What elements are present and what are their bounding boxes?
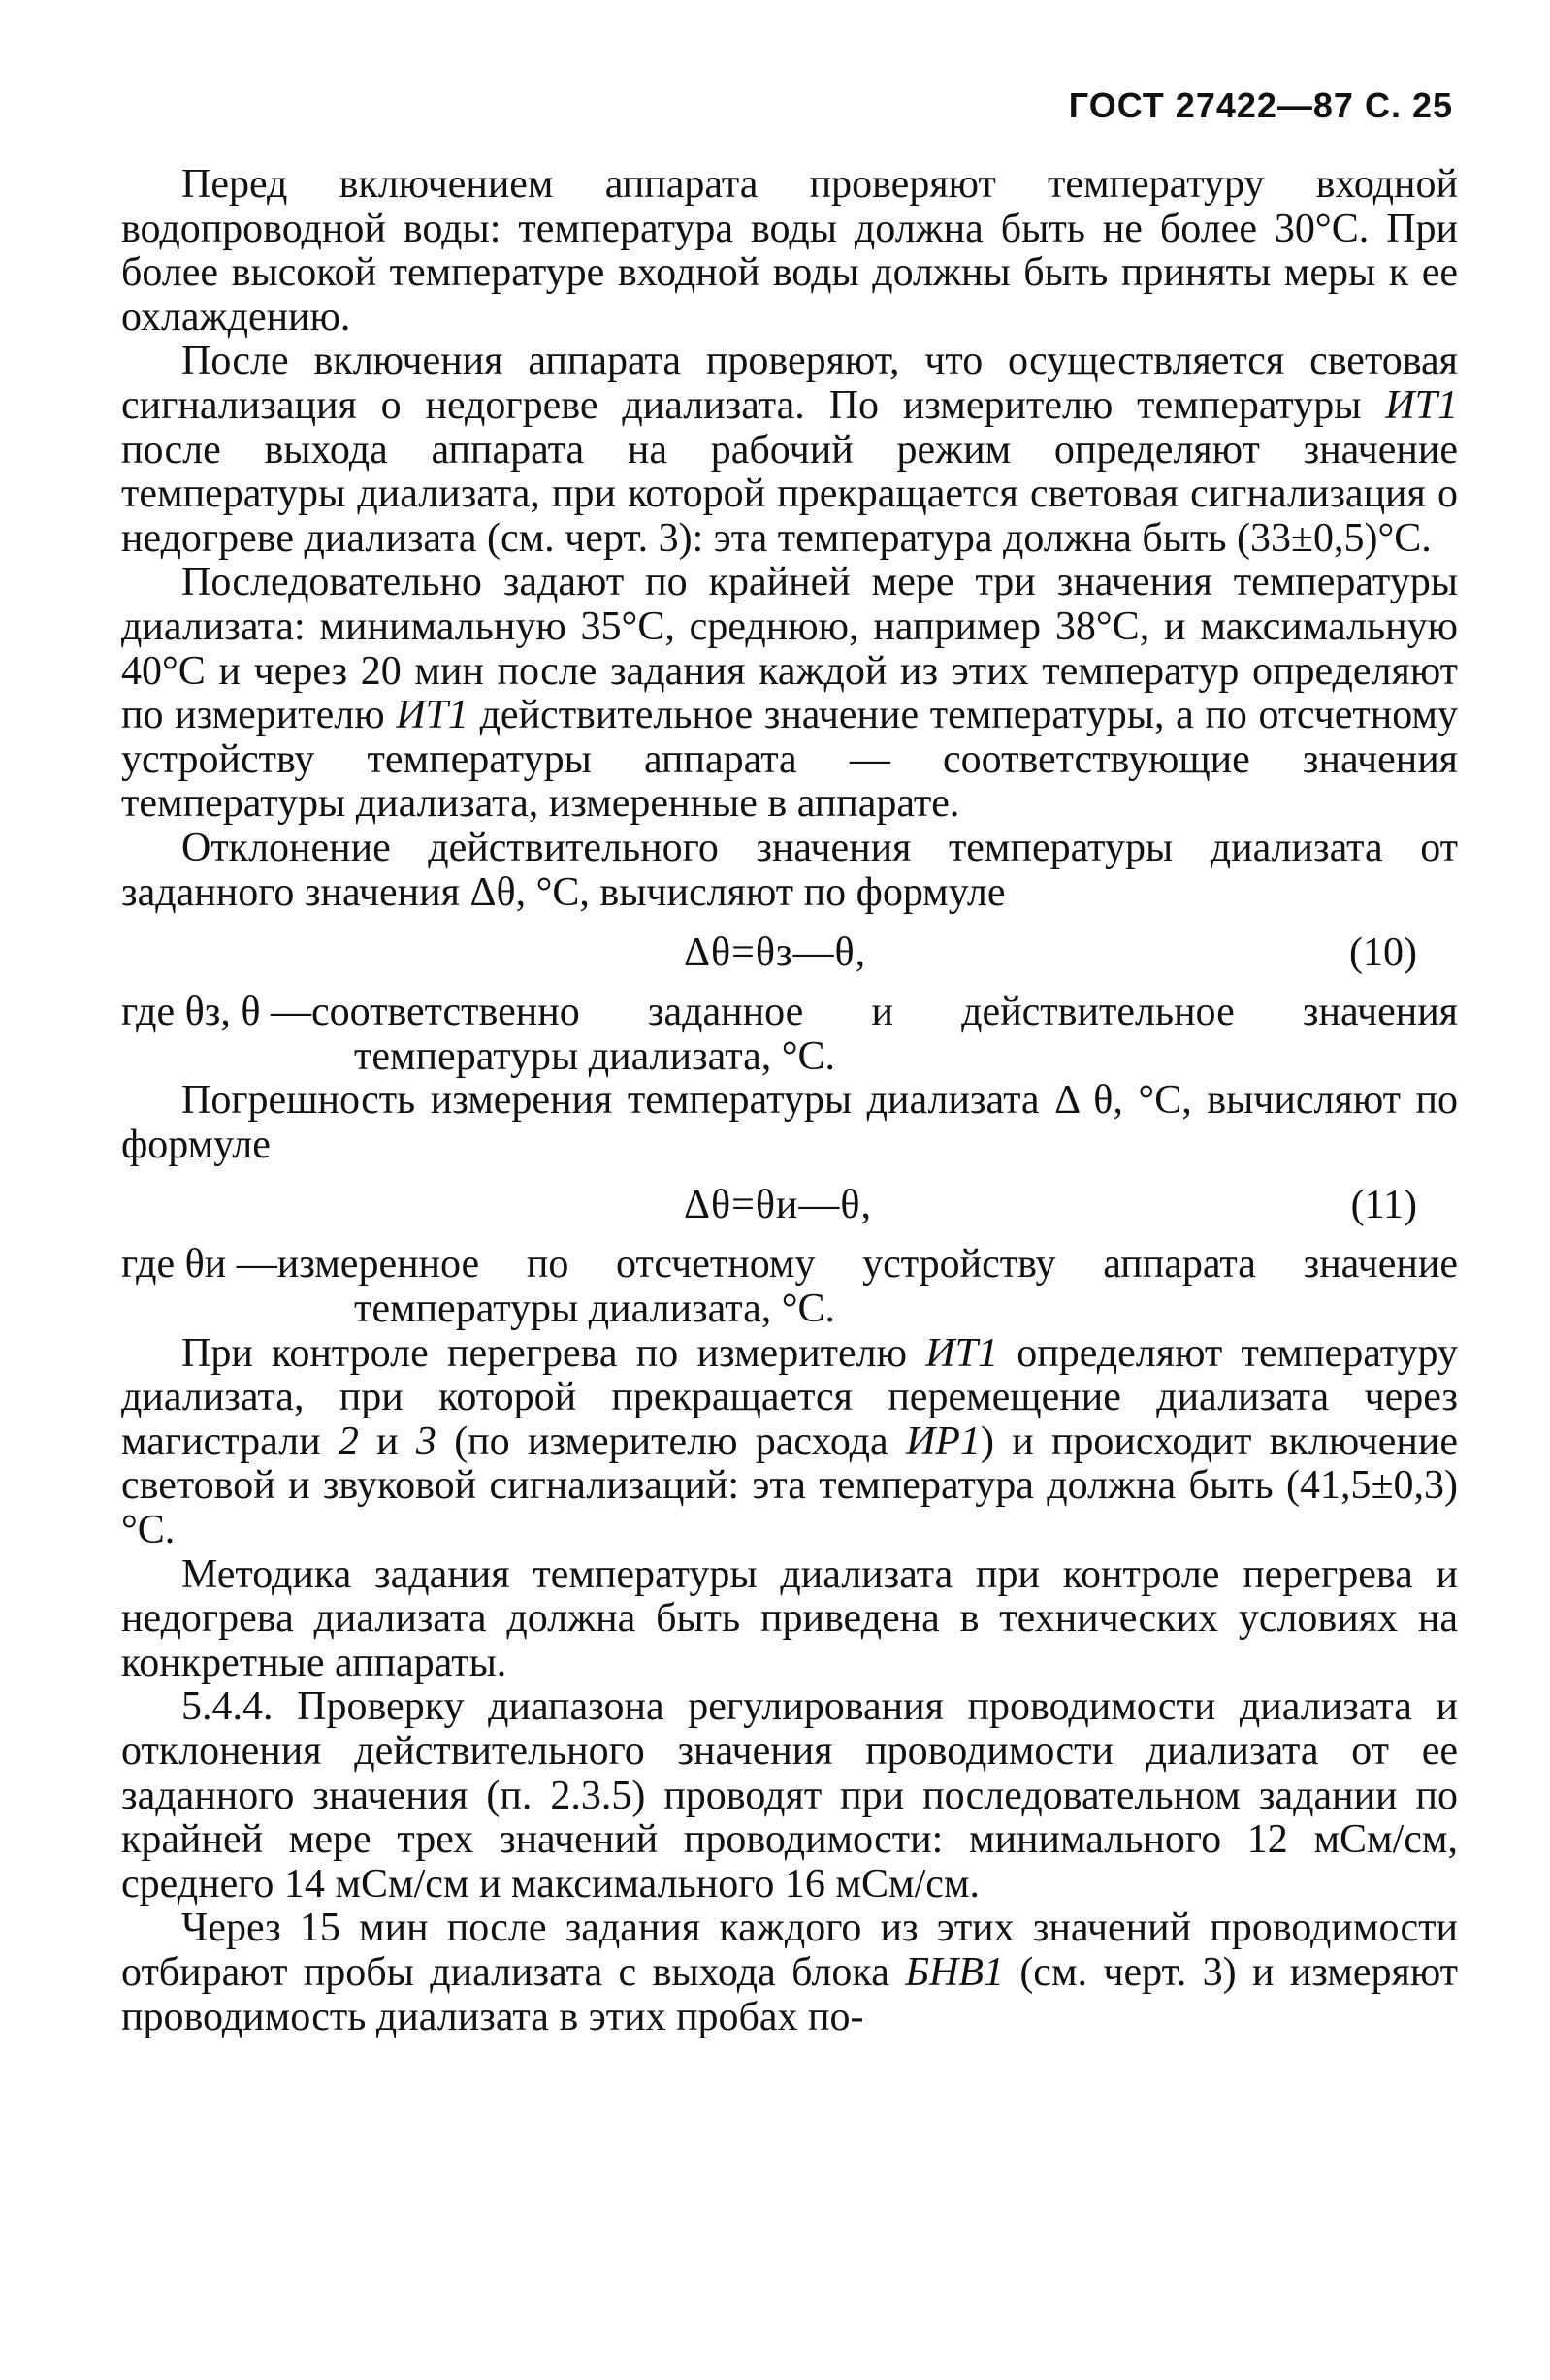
paragraph-underheat-signal: После включения аппарата проверяют, что осуществляется световая сигнализация о недогреве диализата. По измерителю температуры ИТ1 после выхода аппарата на рабочий режим определяют значение температуры диализата, при которой прекращается световая сигнализация о недогреве диализата (см. черт. 3): эта температура должна быть (33±0,5)°С. — [121, 339, 1458, 561]
paragraph-temperature-settings: Последовательно задают по крайней мере три значения температуры диализата: минимальную 35°С, среднюю, например 38°С, и максимальную 40°С и через 20 мин после задания каждой из этих температур определяют по измерителю ИТ1 действительное значение температуры, а по отсчетному устройству температуры аппарата — соответствующие значения температуры диализата, измеренные в аппарате. — [121, 560, 1458, 827]
formula-11-legend: где θи —измеренное по отсчетному устройству аппарата значение температуры диализата, °С. — [121, 1242, 1458, 1332]
paragraph-measurement-error: Погрешность измерения температуры диализата Δ θ, °С, вычисляют по формуле — [121, 1078, 1458, 1167]
formula-11-expression: Δθ=θи—θ, — [684, 1183, 873, 1228]
paragraph-methodology: Методика задания температуры диализата при контроле перегрева и недогрева диализата должна быть приведена в технических условиях на конкретные аппараты. — [121, 1551, 1458, 1685]
paragraph-water-check: Перед включением аппарата проверяют температуру входной водопроводной воды: температура воды должна быть не более 30°С. При более высокой температуре входной воды должны быть приняты меры к ее охлаждению. — [121, 162, 1458, 340]
meter-it1: ИТ1 — [1385, 382, 1458, 428]
formula-10 — [121, 923, 1458, 983]
formula-10-legend: где θз, θ —соответственно заданное и действительное значения температуры диализата, °С. — [121, 990, 1458, 1079]
formula-10-number: (10) — [1349, 930, 1417, 976]
paragraph-sampling: Через 15 мин после задания каждого из этих значений проводимости отбирают пробы диализата с выхода блока БНВ1 (см. черт. 3) и измеряют проводимость диализата в этих пробах по- — [121, 1906, 1459, 2039]
meter-it1: ИТ1 — [396, 693, 468, 738]
formula-10-expression: Δθ=θз—θ, — [684, 930, 867, 976]
document-body — [121, 163, 1458, 2039]
formula-11-number: (11) — [1350, 1183, 1417, 1228]
formula-11 — [121, 1175, 1458, 1235]
paragraph-overheat-control: При контроле перегрева по измерителю ИТ1 определяют температуру диализата, при которой прекращается перемещение диализата через магистрали 2 и 3 (по измерителю расхода ИР1) и происходит включение световой и звуковой сигнализаций: эта температура должна быть (41,5±0,3)°С. — [121, 1330, 1458, 1553]
paragraph-5-4-4: 5.4.4. Проверку диапазона регулирования проводимости диализата и отклонения действительного значения проводимости диализата от ее заданного значения (п. 2.3.5) проводят при последовательном задании по крайней мере трех значений проводимости: минимального 12 мСм/см, среднего 14 мСм/см и максимального 16 мСм/см. — [121, 1684, 1458, 1907]
paragraph-deviation: Отклонение действительного значения температуры диализата от заданного значения Δθ, °С, вычисляют по формуле — [121, 825, 1458, 915]
page-header: ГОСТ 27422—87 С. 25 — [1068, 85, 1453, 125]
